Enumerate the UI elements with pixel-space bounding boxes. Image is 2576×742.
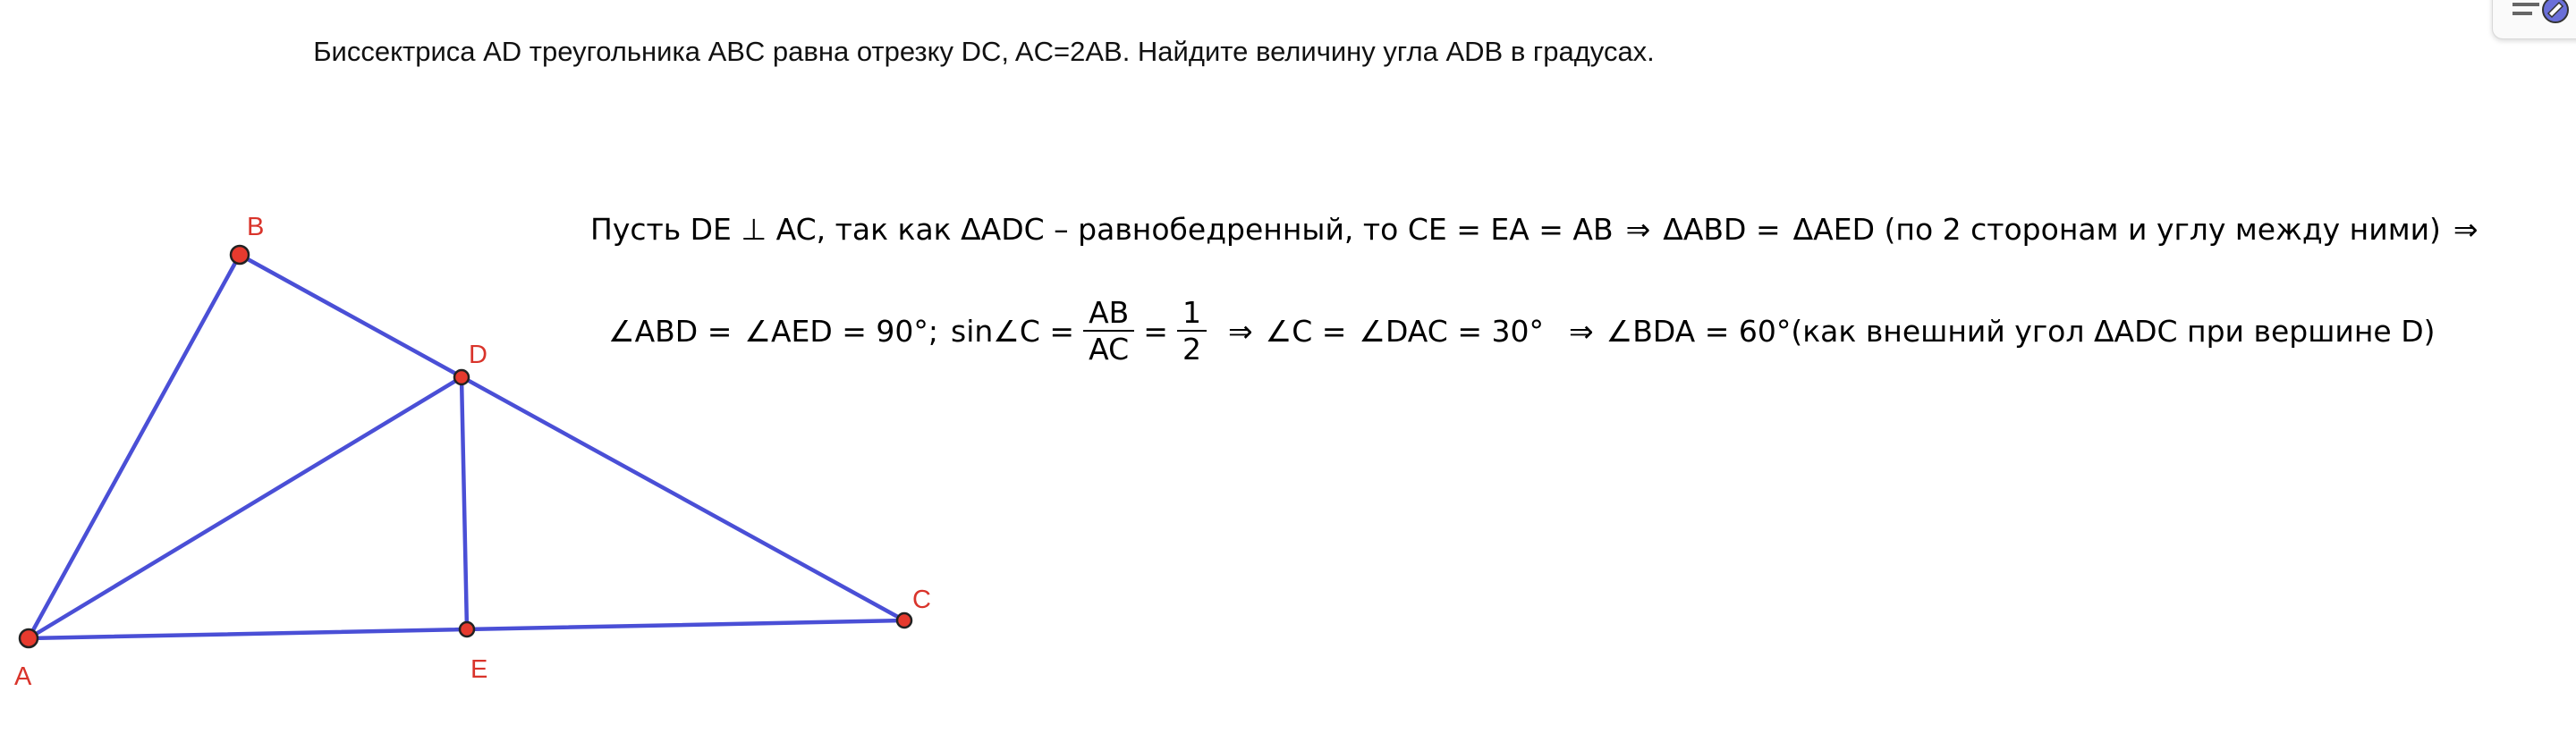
- menu-icon: [2512, 0, 2575, 35]
- fraction-denominator: AC: [1083, 330, 1134, 367]
- point-d[interactable]: [454, 370, 469, 384]
- segment-ad[interactable]: [29, 377, 462, 638]
- fraction-denominator: 2: [1177, 330, 1207, 367]
- label-a: A: [14, 662, 32, 691]
- solution-text: ∠DAC = 30°: [1359, 313, 1544, 349]
- label-c: C: [912, 586, 931, 614]
- implies-arrow: ⇒: [1625, 212, 1651, 247]
- solution-text: ∠BDA = 60°(как внешний угол ΔADC при вершине D): [1606, 313, 2436, 349]
- triangle-figure: [0, 0, 984, 742]
- segment-ab[interactable]: [29, 255, 240, 638]
- implies-arrow: ⇒: [2453, 212, 2479, 247]
- point-a[interactable]: [20, 629, 38, 647]
- solution-text: sin∠C =: [951, 313, 1075, 349]
- solution-text: Пусть DE ⊥ AC, так как ΔADC – равнобедренный, то CE = EA = AB: [590, 212, 1614, 247]
- label-e: E: [470, 655, 488, 684]
- label-b: B: [247, 213, 265, 241]
- fraction-one-half: [1177, 295, 1207, 367]
- equals-sign: =: [1143, 313, 1168, 349]
- implies-arrow: ⇒: [1568, 313, 1594, 349]
- label-d: D: [469, 341, 487, 369]
- fraction-numerator: AB: [1089, 295, 1130, 330]
- fraction-numerator: 1: [1182, 295, 1201, 330]
- solution-text: ∠C =: [1265, 313, 1347, 349]
- solution-line-1: [590, 212, 2479, 247]
- menu-button[interactable]: [2492, 0, 2576, 39]
- solution-text: ∠AED = 90°;: [744, 313, 939, 349]
- point-c[interactable]: [897, 613, 911, 628]
- solution-line-2: [608, 295, 2436, 367]
- fraction-ab-ac: [1083, 295, 1134, 367]
- point-b[interactable]: [231, 246, 249, 264]
- solution-text: ΔABD =: [1663, 212, 1781, 247]
- implies-arrow: ⇒: [1227, 313, 1253, 349]
- solution-text: ∠ABD =: [608, 313, 733, 349]
- solution-text: ΔAED (по 2 сторонам и углу между ними): [1792, 212, 2441, 247]
- problem-statement: Биссектриса AD треугольника ABC равна отрезку DC, AC=2AB. Найдите величину угла ADB в градусах.: [313, 36, 1655, 67]
- segment-de[interactable]: [462, 377, 467, 629]
- point-e[interactable]: [460, 622, 474, 637]
